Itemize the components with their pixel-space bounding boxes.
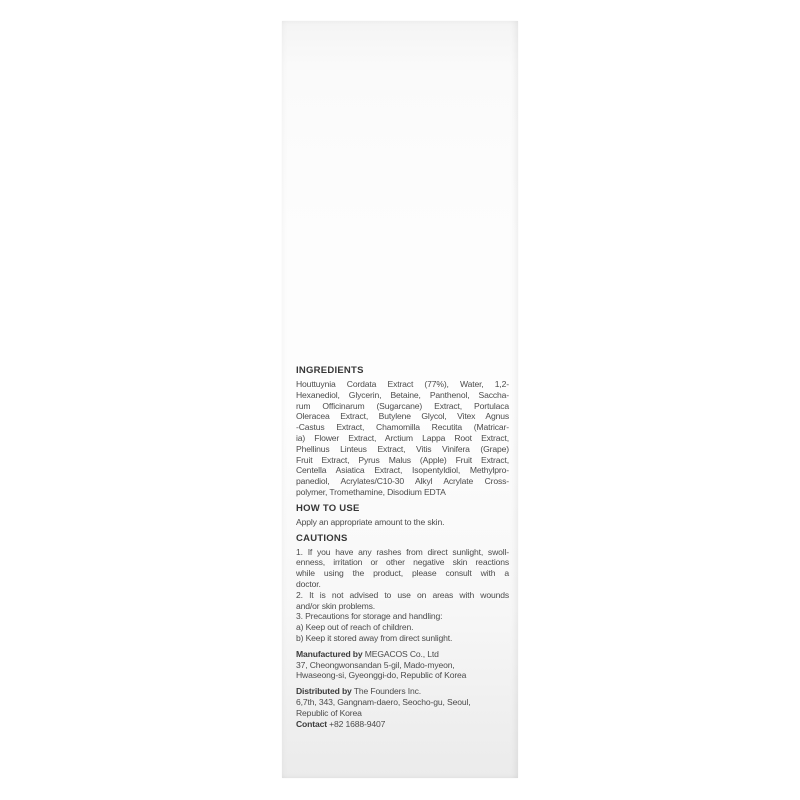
cautions-heading: CAUTIONS [296,532,348,544]
text-line: and/or skin problems. [296,600,376,611]
text-line: Phellinus Linteus Extract, Vitis Vinifera (Grape) [296,443,509,454]
text-line [296,719,509,730]
text-line: doctor. [296,578,321,589]
section-cautions [296,533,509,644]
text-line: 37, Cheongwonsandan 5-gil, Mado-myeon, [296,659,455,670]
text-line [296,649,509,660]
section-manufacturer [296,649,509,681]
text-line: rum Officinarum (Sugarcane) Extract, Portulaca [296,400,509,411]
text-line [296,686,509,697]
text-line: Apply an appropriate amount to the skin. [296,516,445,527]
bold-lead-in: Contact [296,718,327,729]
text-line: 3. Precautions for storage and handling: [296,611,443,622]
text-line: a) Keep out of reach of children. [296,622,414,633]
bold-lead-in: Distributed by [296,686,352,697]
text-line: -Castus Extract, Chamomilla Recutita (Matricar- [296,422,509,433]
text-line: Hwaseong-si, Gyeonggi-do, Republic of Korea [296,670,467,681]
section-distributor [296,686,509,729]
text-line: polymer, Tromethamine, Disodium EDTA [296,486,446,497]
text-line: Oleracea Extract, Butylene Glycol, Vitex Agnus [296,411,509,422]
text-line: while using the product, please consult with a [296,568,509,579]
text-line: Houttuynia Cordata Extract (77%), Water, 1,2- [296,379,509,389]
section-ingredients [296,365,509,498]
bold-lead-in: Manufactured by [296,648,363,659]
ingredients-heading: INGREDIENTS [296,365,364,376]
text-line: 2. It is not advised to use on areas with wounds [296,589,509,600]
line-text: The Founders Inc. [351,686,421,697]
text-line: Centella Asiatica Extract, Isopentyldiol, Methylpro- [296,465,509,476]
text-line: 1. If you have any rashes from direct sunlight, swoll- [296,546,509,557]
text-line: Republic of Korea [296,707,362,718]
text-line: ia) Flower Extract, Arctium Lappa Root Extract, [296,432,509,443]
text-line: Hexanediol, Glycerin, Betaine, Panthenol, Saccha- [296,389,509,400]
how-to-use-heading: HOW TO USE [296,502,360,514]
product-box-back-panel [282,21,518,778]
text-line: panediol, Acrylates/C10-30 Alkyl Acrylate Cross- [296,476,509,487]
section-how-to-use [296,503,509,528]
label-text [282,21,518,729]
text-line: enness, irritation or other negative skin reactions [296,557,509,568]
text-line: b) Keep it stored away from direct sunlight. [296,632,453,643]
line-text: +82 1688-9407 [326,718,386,729]
text-line: 6,7th, 343, Gangnam-daero, Seocho-gu, Seoul, [296,696,471,707]
line-text: MEGACOS Co., Ltd [362,648,439,659]
text-line: Fruit Extract, Pyrus Malus (Apple) Fruit Extract, [296,454,509,465]
